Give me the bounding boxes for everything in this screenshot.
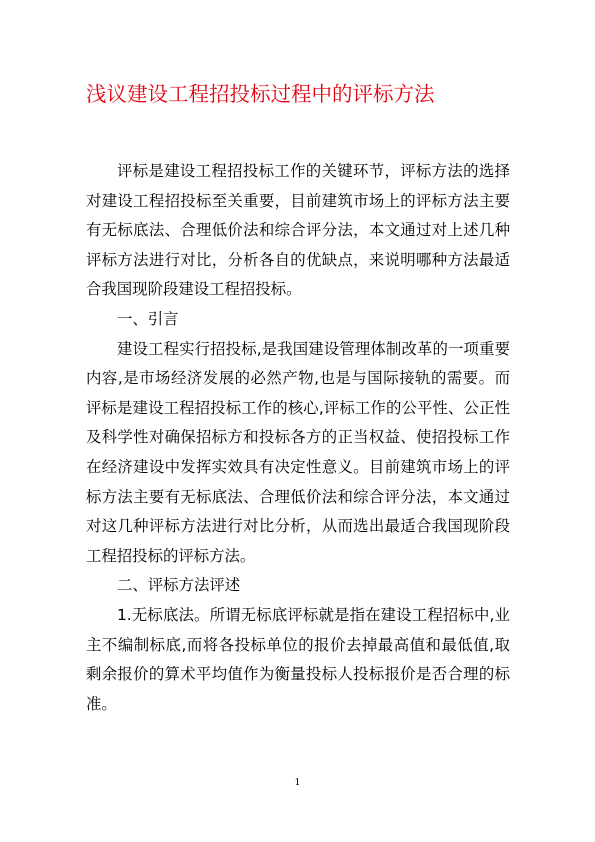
- section-heading-introduction: 一、引言: [117, 309, 179, 328]
- document-body: [86, 157, 510, 719]
- document-title: 浅议建设工程招投标过程中的评标方法: [86, 82, 435, 106]
- introduction-paragraph: 建设工程实行招投标,是我国建设管理体制改革的一项重要内容,是市场经济发展的必然产物,也是与国际接轨的需要。而评标是建设工程招投标工作的核心,评标工作的公平性、公正性及科学性对确保招标方和投标各方的正当权益、使招投标工作在经济建设中发挥实效具有决定性意义。目前建筑市场上的评标方法主要有无标底法、合理低价法和综合评分法，本文通过对这几种评标方法进行对比分析，从而选出最适合我国现阶段工程招投标的评标方法。: [86, 339, 510, 565]
- methods-paragraph-1: 1.无标底法。所谓无标底评标就是指在建设工程招标中,业主不编制标底,而将各投标单位的报价去掉最高值和最低值,取剩余报价的算术平均值作为衡量投标人投标报价是否合理的标准。: [86, 605, 510, 713]
- section-heading-methods-review: 二、评标方法评述: [117, 576, 241, 595]
- page-number: 1: [294, 778, 301, 788]
- abstract-paragraph: 评标是建设工程招投标工作的关键环节，评标方法的选择对建设工程招投标至关重要，目前建筑市场上的评标方法主要有无标底法、合理低价法和综合评分法，本文通过对上述几种评标方法进行对比，分析各自的优缺点，来说明哪种方法最适合我国现阶段建设工程招投标。: [86, 162, 510, 299]
